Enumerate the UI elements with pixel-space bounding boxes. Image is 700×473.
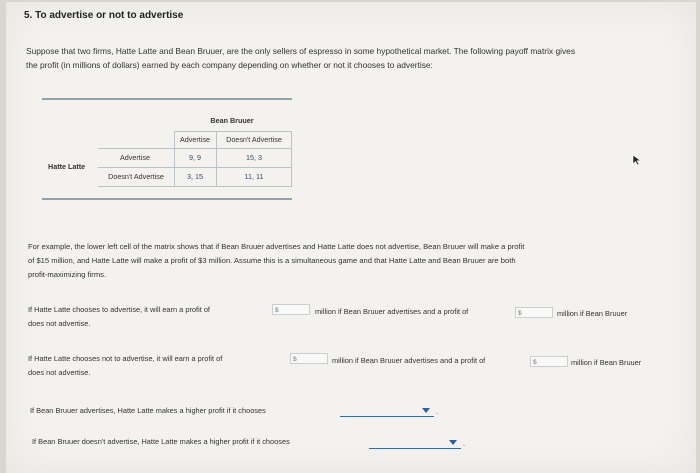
matrix-grid-line bbox=[98, 186, 292, 187]
q4-strategy-dropdown[interactable] bbox=[369, 437, 461, 449]
row-header-doesnt-advertise: Doesn't Advertise bbox=[108, 172, 164, 181]
matrix-grid-line bbox=[98, 148, 292, 149]
payoff-matrix bbox=[42, 102, 292, 198]
matrix-grid-line bbox=[174, 131, 292, 132]
q3-text: If Bean Bruuer advertises, Hatte Latte makes a higher profit if it chooses bbox=[30, 406, 266, 415]
intro-text bbox=[26, 44, 686, 72]
matrix-cell: 15, 3 bbox=[246, 153, 262, 162]
matrix-bottom-rule bbox=[42, 198, 292, 200]
q1-profit-if-not-advertise-input[interactable] bbox=[515, 307, 553, 318]
q2-text-part2: million if Bean Bruuer advertises and a profit of bbox=[332, 356, 486, 365]
explanation-line-3: profit-maximizing firms. bbox=[28, 270, 107, 279]
q3-period: . bbox=[436, 407, 439, 416]
matrix-grid-line bbox=[291, 131, 292, 187]
q3-strategy-dropdown[interactable] bbox=[340, 405, 434, 417]
q2-text-part1: If Hatte Latte chooses not to advertise, it will earn a profit of bbox=[28, 354, 223, 363]
q2-text-part4: does not advertise. bbox=[28, 368, 91, 377]
currency-prefix: $ bbox=[293, 356, 297, 363]
matrix-grid-line bbox=[216, 131, 217, 187]
q2-profit-if-advertises-input[interactable] bbox=[290, 353, 328, 364]
col-header-doesnt-advertise: Doesn't Advertise bbox=[226, 135, 282, 144]
q1-text-part3: million if Bean Bruuer bbox=[557, 309, 628, 318]
row-header-advertise: Advertise bbox=[120, 153, 150, 162]
column-player-label: Bean Bruuer bbox=[210, 116, 254, 125]
chevron-down-icon bbox=[422, 408, 430, 413]
intro-line-1: Suppose that two firms, Hatte Latte and Bean Bruuer, are the only sellers of espresso in some hypothetical market. The following payoff matrix gives bbox=[26, 46, 576, 56]
question-title: 5. To advertise or not to advertise bbox=[24, 10, 184, 21]
explanation-text bbox=[28, 240, 683, 282]
q1-profit-if-advertises-input[interactable] bbox=[272, 304, 310, 315]
q1-text-part2: million if Bean Bruuer advertises and a profit of bbox=[315, 307, 469, 316]
matrix-cell: 9, 9 bbox=[189, 153, 201, 162]
currency-prefix: $ bbox=[518, 310, 522, 317]
currency-prefix: $ bbox=[275, 307, 279, 314]
matrix-cell: 11, 11 bbox=[244, 172, 264, 181]
explanation-line-1: For example, the lower left cell of the matrix shows that if Bean Bruuer advertises and Hatte Latte does not advertise, Bean Bruuer will make a profit bbox=[28, 242, 525, 251]
matrix-cell: 3, 15 bbox=[187, 172, 203, 181]
matrix-top-rule bbox=[42, 98, 292, 100]
q4-period: . bbox=[463, 439, 466, 448]
q1-text-part1: If Hatte Latte chooses to advertise, it will earn a profit of bbox=[28, 305, 210, 314]
currency-prefix: $ bbox=[533, 359, 537, 366]
q2-text-part3: million if Bean Bruuer bbox=[571, 358, 642, 367]
explanation-line-2: of $15 million, and Hatte Latte will make a profit of $3 million. Assume this is a simultaneous game and that Hatte Latte and Bean Bruuer are both bbox=[28, 256, 516, 265]
question-page bbox=[6, 2, 696, 473]
col-header-advertise: Advertise bbox=[180, 135, 210, 144]
matrix-grid-line bbox=[174, 131, 175, 187]
q1-text-part4: does not advertise. bbox=[28, 319, 91, 328]
q2-profit-if-not-advertise-input[interactable] bbox=[530, 356, 568, 367]
q4-text: If Bean Bruuer doesn't advertise, Hatte Latte makes a higher profit if it chooses bbox=[32, 437, 290, 446]
intro-line-2: the profit (in millions of dollars) earned by each company depending on whether or not it chooses to advertise: bbox=[26, 60, 433, 70]
row-player-label: Hatte Latte bbox=[48, 162, 86, 171]
matrix-grid-line bbox=[98, 167, 292, 168]
mouse-pointer-icon bbox=[632, 153, 642, 171]
chevron-down-icon bbox=[449, 440, 457, 445]
